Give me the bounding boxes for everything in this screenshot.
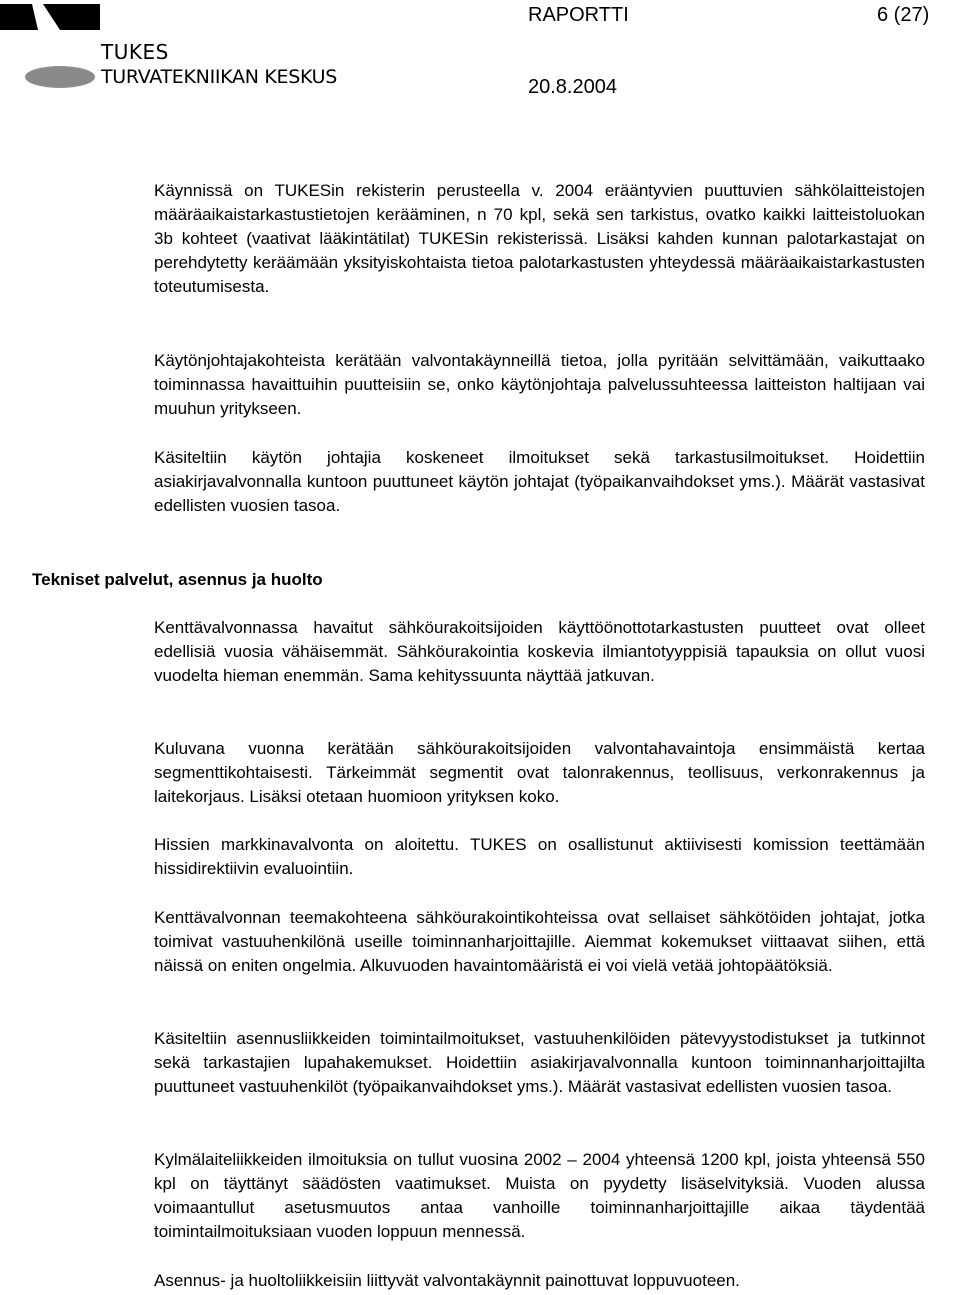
paragraph: Käytönjohtajakohteista kerätään valvontakäynneillä tietoa, jolla pyritään selvittämään, vaikuttaako toiminnassa havaittuihin puutteisiin se, onko käytönjohtaja palvelussuhteessa laitteiston haltijaan vai muuhun yritykseen.	[154, 351, 925, 418]
org-name-short: TUKES	[101, 40, 169, 64]
page-number: 6 (27)	[877, 4, 930, 26]
tukes-logo-flag	[0, 4, 100, 30]
paragraph: Kenttävalvonnassa havaitut sähköurakoitsijoiden käyttöönottotarkastusten puutteet ovat olleet edellisiä vuosia vähäisemmät. Sähköurakointia koskevia ilmiantotyyppisiä tapauksia on ollut vuosi vuodelta hieman enemmän. Sama kehityssuunta näyttää jatkuvan.	[154, 618, 925, 685]
section-heading: Tekniset palvelut, asennus ja huolto	[32, 570, 323, 589]
paragraph: Asennus- ja huoltoliikkeisiin liittyvät valvontakäynnit painottuvat loppuvuoteen.	[154, 1271, 740, 1290]
paragraph: Kuluvana vuonna kerätään sähköurakoitsijoiden valvontahavaintoja ensimmäistä kertaa segmenttikohtaisesti. Tärkeimmät segmentit ovat talonrakennus, teollisuus, verkonrakennus ja laitekorjaus. Lisäksi otetaan huomioon yrityksen koko.	[154, 739, 925, 806]
paragraph: Käynnissä on TUKESin rekisterin perusteella v. 2004 erääntyvien puuttuvien sähkölaitteistojen määräaikaistarkastustietojen kerääminen, n 70 kpl, sekä sen tarkistus, ovatko kaikki laitteistoluokan 3b kohteet (vaativat lääkintätilat) TUKESin rekisterissä. Lisäksi kahden kunnan palotarkastajat on perehdytetty keräämään yksityiskohtaista tietoa palotarkastusten yhteydessä määräaikaistarkastusten toteutumisesta.	[154, 181, 925, 296]
paragraph: Hissien markkinavalvonta on aloitettu. TUKES on osallistunut aktiivisesti komission teettämään hissidirektiivin evaluointiin.	[154, 835, 925, 878]
tukes-logo-ellipse	[25, 66, 95, 88]
org-name-full: TURVATEKNIIKAN KESKUS	[101, 66, 337, 88]
paragraph: Kenttävalvonnan teemakohteena sähköurakointikohteissa ovat sellaiset sähkötöiden johtajat, jotka toimivat vastuuhenkilönä useille toiminnanharjoittajille. Aiemmat kokemukset viittaavat siihen, että näissä on eniten ongelmia. Alkuvuoden havaintomääristä ei voi vielä vetää johtopäätöksiä.	[154, 908, 925, 975]
report-date: 20.8.2004	[528, 76, 617, 98]
paragraph: Käsiteltiin asennusliikkeiden toimintailmoitukset, vastuuhenkilöiden pätevyystodistukset ja tutkinnot sekä tarkastajien lupahakemukset. Hoidettiin asiakirjavalvonnalla kuntoon toiminnanharjoittajilta puuttuneet vastuuhenkilöt (työpaikanvaihdokset yms.). Määrät vastasivat edellisten vuosien tasoa.	[154, 1029, 925, 1096]
paragraph: Käsiteltiin käytön johtajia koskeneet ilmoitukset sekä tarkastusilmoitukset. Hoidettiin asiakirjavalvonnalla kuntoon puuttuneet käytön johtajat (työpaikanvaihdokset yms.). Määrät vastasivat edellisten vuosien tasoa.	[154, 448, 925, 515]
paragraph: Kylmälaiteliikkeiden ilmoituksia on tullut vuosina 2002 – 2004 yhteensä 1200 kpl, joista yhteensä 550 kpl on täyttänyt säädösten vaatimukset. Muista on pyydetty lisäselvityksiä. Vuoden alussa voimaantullut asetusmuutos antaa vanhoille toiminnanharjoittajille aikaa täydentää toimintailmoituksiaan vuoden loppuun mennessä.	[154, 1150, 925, 1241]
report-label: RAPORTTI	[528, 4, 629, 26]
